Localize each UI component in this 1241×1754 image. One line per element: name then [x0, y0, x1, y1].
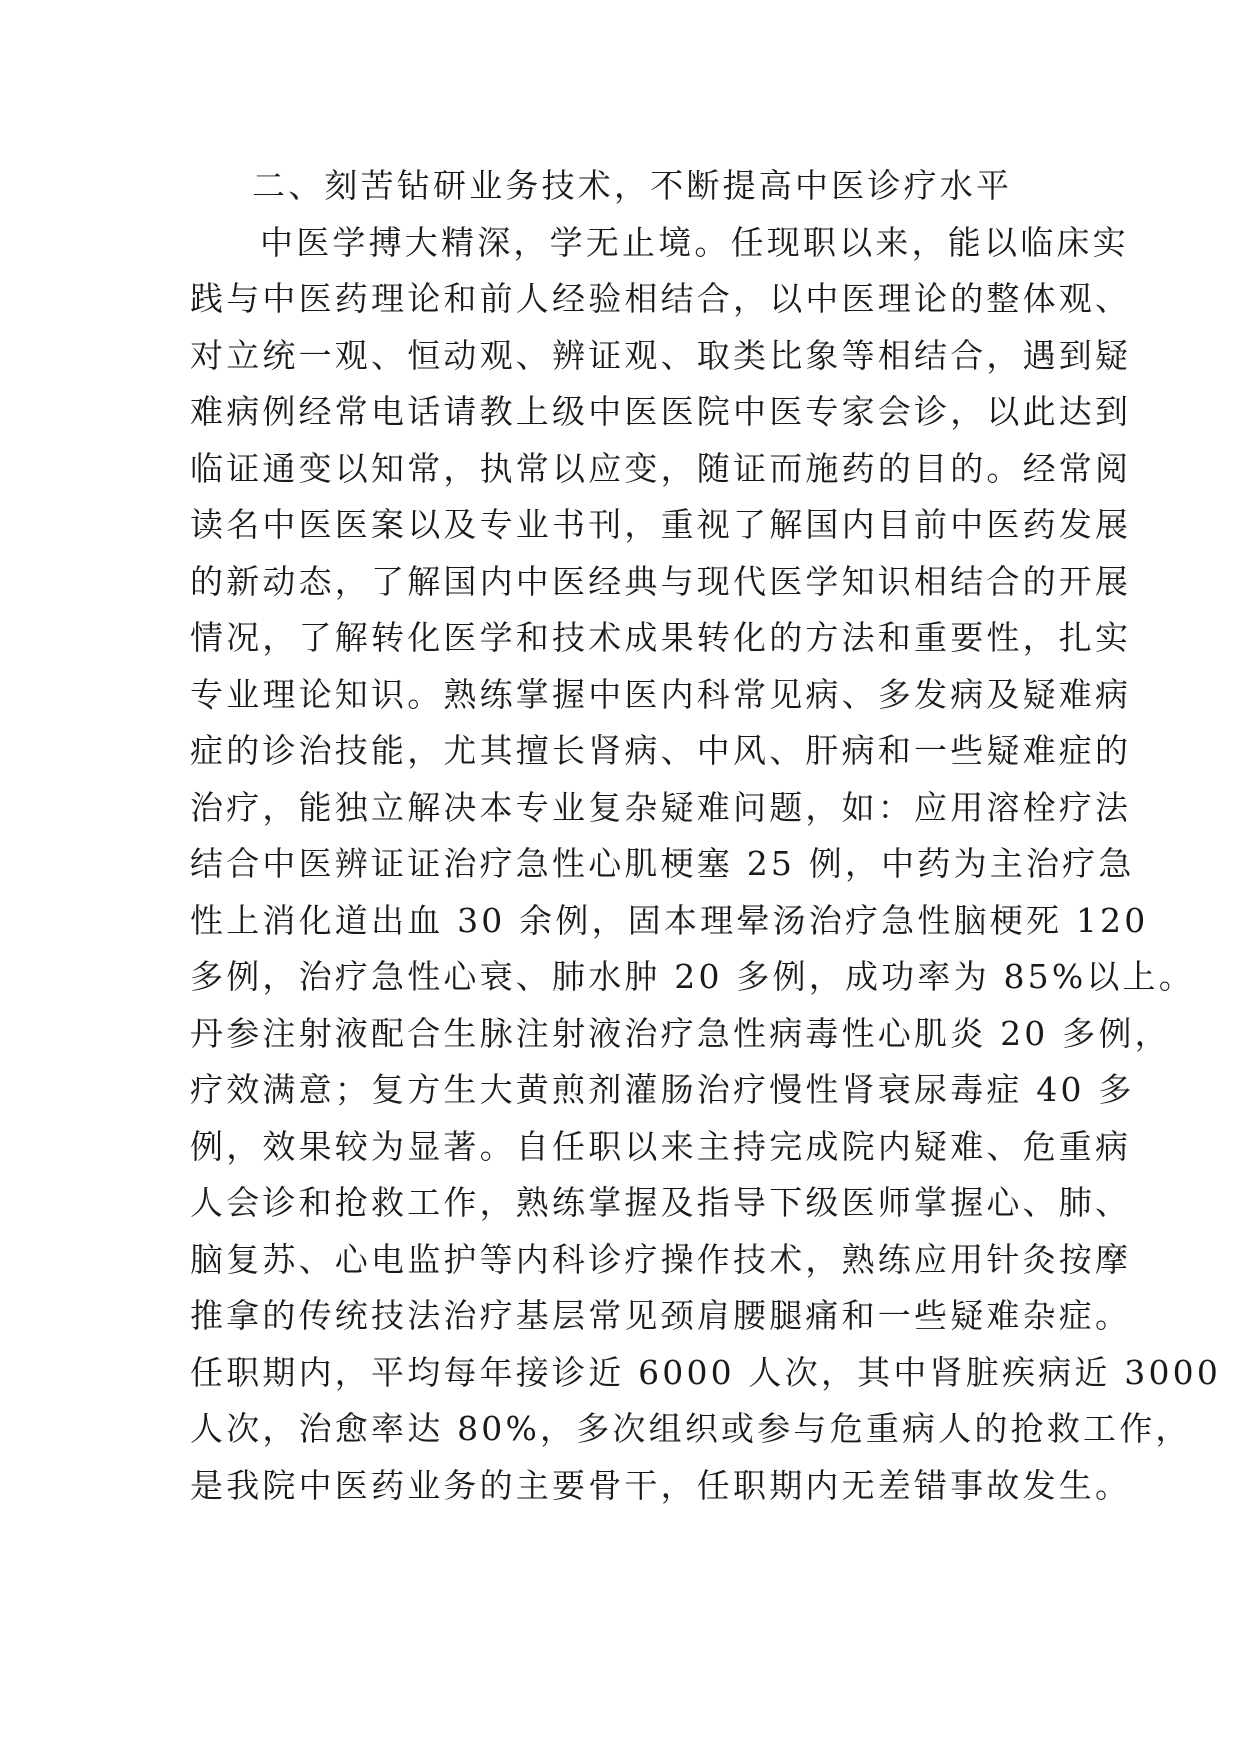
paragraph-line: 推拿的传统技法治疗基层常见颈肩腰腿痛和一些疑难杂症。	[190, 1296, 1132, 1335]
paragraph-line: 人会诊和抢救工作，熟练掌握及指导下级医师掌握心、肺、	[190, 1183, 1132, 1222]
paragraph-line: 是我院中医药业务的主要骨干，任职期内无差错事故发生。	[190, 1465, 1132, 1505]
paragraph-line: 治疗，能独立解决本专业复杂疑难问题，如：应用溶栓疗法	[190, 787, 1132, 827]
paragraph-line: 读名中医医案以及专业书刊，重视了解国内目前中医药发展	[190, 505, 1132, 544]
paragraph-line: 性上消化道出血 30 余例，固本理晕汤治疗急性脑梗死 120	[190, 900, 1149, 940]
paragraph-line: 人次，治愈率达 80%，多次组织或参与危重病人的抢救工作，	[190, 1409, 1192, 1448]
paragraph-line: 任职期内，平均每年接诊近 6000 人次，其中肾脏疾病近 3000	[190, 1352, 1222, 1392]
paragraph-line: 脑复苏、心电监护等内科诊疗操作技术，熟练应用针灸按摩	[190, 1239, 1132, 1279]
paragraph-line: 例，效果较为显著。自任职以来主持完成院内疑难、危重病	[190, 1126, 1132, 1166]
paragraph-line: 对立统一观、恒动观、辨证观、取类比象等相结合，遇到疑	[190, 335, 1132, 375]
paragraph-line: 情况，了解转化医学和技术成果转化的方法和重要性，扎实	[190, 618, 1132, 657]
paragraph-line: 丹参注射液配合生脉注射液治疗急性病毒性心肌炎 20 多例，	[190, 1013, 1171, 1053]
body-text	[190, 158, 1222, 1514]
paragraph-line: 践与中医药理论和前人经验相结合，以中医理论的整体观、	[190, 279, 1132, 318]
paragraph-line: 多例，治疗急性心衰、肺水肿 20 多例，成功率为 85%以上。	[190, 957, 1196, 996]
paragraph-line: 结合中医辨证证治疗急性心肌梗塞 25 例，中药为主治疗急	[190, 844, 1135, 883]
section-heading: 二、刻苦钻研业务技术，不断提高中医诊疗水平	[252, 166, 1013, 205]
paragraph-line: 中医学搏大精深，学无止境。任现职以来，能以临床实	[260, 222, 1129, 262]
paragraph-line: 症的诊治技能，尤其擅长肾病、中风、肝病和一些疑难症的	[190, 731, 1132, 770]
paragraph-line: 专业理论知识。熟练掌握中医内科常见病、多发病及疑难病	[190, 674, 1132, 714]
paragraph-line: 的新动态，了解国内中医经典与现代医学知识相结合的开展	[190, 561, 1132, 601]
paragraph-line: 临证通变以知常，执常以应变，随证而施药的目的。经常阅	[190, 448, 1132, 488]
paragraph-line: 疗效满意；复方生大黄煎剂灌肠治疗慢性肾衰尿毒症 40 多	[190, 1070, 1135, 1109]
paragraph-line: 难病例经常电话请教上级中医医院中医专家会诊，以此达到	[190, 392, 1132, 431]
